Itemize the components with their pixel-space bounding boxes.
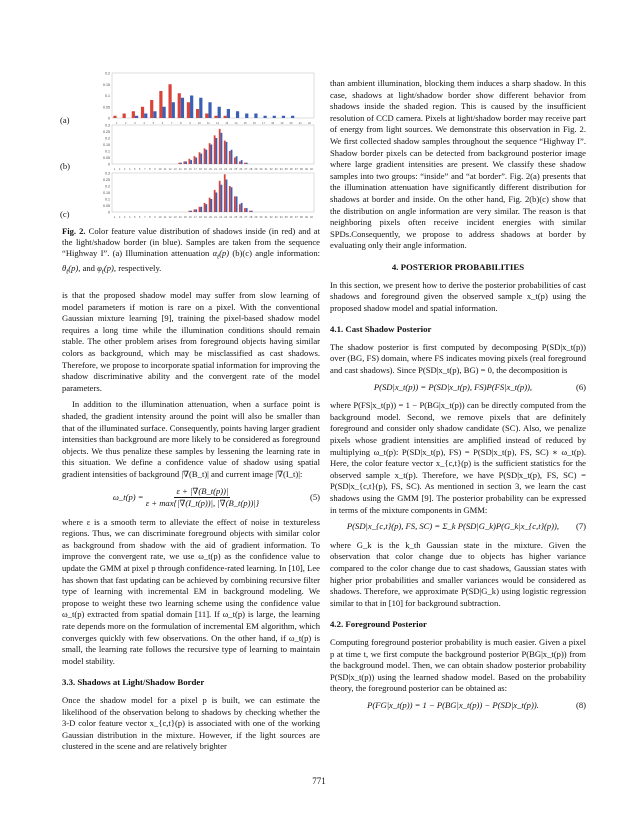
bar-border [246, 163, 248, 164]
bar-inside [199, 152, 201, 164]
bar-border [236, 196, 238, 212]
eq5-denominator: ε + max{|∇(I_t(p))|, |∇(B_t(p))|} [145, 498, 260, 509]
x-tick-label: 12 [168, 216, 172, 219]
left-column [62, 290, 320, 758]
x-tick-label: 3 [123, 168, 126, 171]
x-tick-label: 17 [262, 122, 265, 125]
plot-frame [112, 125, 314, 164]
bar-border [190, 160, 192, 164]
y-tick-label: 0.2 [105, 136, 110, 141]
x-tick-label: 34 [279, 216, 283, 219]
x-tick-label: 10 [158, 168, 162, 171]
bar-inside [199, 207, 201, 212]
bar-border [226, 180, 228, 213]
bar-inside [239, 161, 241, 164]
figure-panel-b [60, 122, 318, 172]
x-tick-label: 37 [294, 168, 298, 171]
histogram-illumination-attenuation [90, 70, 318, 126]
x-tick-label: 8 [149, 168, 151, 171]
bar-border [135, 116, 138, 118]
x-tick-label: 39 [304, 216, 308, 219]
x-tick-label: 6 [139, 168, 141, 171]
section-4-1-heading: 4.1. Cast Shadow Posterior [330, 324, 432, 335]
x-tick-label: 14 [178, 168, 182, 171]
x-tick-label: 37 [294, 216, 298, 219]
bar-border [245, 114, 248, 119]
x-tick-label: 15 [183, 216, 187, 219]
x-tick-label: 1 [115, 122, 118, 125]
section-4-heading: 4. POSTERIOR PROBABILITIES [391, 261, 525, 272]
figure-2 [60, 70, 320, 220]
bar-border [218, 107, 221, 118]
x-tick-label: 26 [239, 216, 243, 219]
bar-inside [159, 91, 162, 118]
x-tick-label: 39 [304, 168, 308, 171]
bar-border [180, 163, 182, 164]
bar-border [200, 154, 202, 164]
x-tick-label: 27 [244, 216, 248, 219]
y-tick-label: 0.15 [103, 82, 110, 87]
bar-inside [234, 158, 236, 165]
eq8-tag: (8) [575, 699, 586, 710]
x-tick-label: 24 [229, 216, 233, 219]
x-tick-label: 4 [143, 122, 145, 125]
bar-inside [239, 204, 241, 212]
bar-inside [244, 163, 246, 164]
bar-inside [113, 116, 116, 118]
x-tick-label: 23 [224, 168, 228, 171]
x-tick-label: 24 [229, 168, 233, 171]
y-tick-label: 0.3 [105, 171, 110, 176]
y-tick-label: 0 [108, 210, 110, 215]
panel-label-b: (b) [60, 161, 71, 171]
equation-7 [330, 521, 586, 533]
bar-border [221, 185, 223, 212]
x-tick-label: 38 [299, 168, 303, 171]
bar-border [172, 102, 175, 118]
y-tick-label: 0.3 [105, 123, 110, 128]
x-tick-label: 9 [154, 168, 156, 171]
x-tick-label: 32 [269, 216, 273, 219]
x-tick-label: 19 [203, 216, 207, 219]
x-tick-label: 19 [203, 168, 207, 171]
eq5-lhs: ω_t(p) = [112, 491, 144, 502]
bar-border [227, 109, 230, 118]
x-tick-label: 21 [214, 168, 217, 171]
plot-frame [112, 173, 314, 212]
left-paragraph-2: In addition to the illumination attenuation, when a surface point is shaded, the gradient intensity around the point will also be smaller than that of the illuminated surface. Consequently, points having larger gradient intensities than background are more likely to be considered as foreground objects. We thus penalize these samples by lessening the learning rate in this situation. We define a confidence value of shadow using spatial gradient intensities of background |∇(B_t)| and current image |∇(I_t)|: [62, 399, 320, 479]
x-tick-label: 21 [214, 216, 217, 219]
x-tick-label: 20 [209, 216, 212, 219]
eq5-numerator: ε + |∇(B_t(p))| [174, 486, 230, 499]
x-tick-label: 4 [128, 216, 131, 219]
bar-border [236, 111, 239, 118]
x-tick-label: 40 [310, 168, 313, 171]
bar-inside [249, 211, 251, 212]
histogram-angle-phi [90, 170, 318, 220]
x-tick-label: 14 [234, 122, 238, 125]
bar-border [185, 161, 187, 164]
eq7-body: P(SD|x_{c,t}(p), FS, SC) = Σ_k P(SD|G_k)P(G_k|x_{c,t}(p)), [346, 521, 560, 532]
x-tick-label: 40 [310, 216, 313, 219]
x-tick-label: 34 [279, 168, 283, 171]
y-tick-label: 0 [108, 116, 110, 121]
bar-inside [209, 143, 211, 164]
x-tick-label: 33 [274, 216, 278, 219]
y-tick-label: 0.1 [105, 149, 110, 154]
bar-inside [204, 148, 206, 164]
x-tick-label: 20 [209, 168, 212, 171]
equation-8 [330, 700, 586, 712]
eq5-fraction [146, 486, 259, 510]
y-tick-label: 0.1 [105, 94, 110, 98]
bar-inside [178, 163, 180, 164]
x-tick-label: 30 [259, 168, 263, 171]
x-tick-label: 27 [244, 168, 248, 171]
eq7-tag: (7) [575, 521, 586, 532]
bar-inside [189, 159, 191, 164]
x-tick-label: 12 [168, 168, 172, 171]
x-tick-label: 10 [158, 216, 162, 219]
x-tick-label: 13 [173, 168, 177, 171]
bar-inside [194, 209, 196, 212]
x-tick-label: 7 [144, 168, 146, 171]
y-tick-label: 0.1 [105, 197, 110, 202]
bar-border [181, 98, 184, 118]
bar-border [153, 111, 156, 118]
bar-inside [150, 100, 153, 118]
x-tick-label: 12 [216, 122, 220, 125]
right-column [330, 78, 586, 719]
bar-border [190, 211, 192, 212]
x-tick-label: 10 [197, 122, 201, 125]
x-tick-label: 2 [118, 216, 121, 219]
x-tick-label: 6 [139, 216, 141, 219]
x-tick-label: 17 [193, 216, 197, 219]
bar-border [282, 116, 285, 118]
x-tick-label: 22 [307, 122, 311, 125]
x-tick-label: 35 [284, 168, 288, 171]
x-tick-label: 23 [224, 216, 228, 219]
right-paragraph-6: Computing foreground posterior probability is much easier. Given a pixel p at time t, we first compute the background posterior P(BG|x_t(p)) from the background model. Then, we can obtain shadow posterior probability P(SD|x_t(p)) using the learned shadow model. Based on the probability theory, the foreground posterior can be obtained as: [330, 636, 586, 694]
y-tick-label: 0.25 [103, 178, 110, 182]
right-paragraph-2: In this section, we present how to derive the posterior probabilities of cast shadows and foreground given the observed sample x_t(p) using the proposed shadow model and spatial information. [330, 279, 586, 313]
bar-inside [224, 174, 226, 212]
equation-5 [62, 486, 320, 510]
x-tick-label: 22 [219, 168, 223, 171]
left-paragraph-1: is that the proposed shadow model may suffer from slow learning of model parameters if motion is rare on a pixel. With the conventional Gaussian mixture learning [9], training the pixel-based shadow model requires a long time while the illumination conditions should remain stable. The other problem arises from foreground objects having similar colors as background, which may be misclassified as cast shadows. Therefore, we propose to incorporate spatial information for improving the shadow discriminative ability and the convergent rate of the model parameters. [62, 290, 320, 393]
bar-border [195, 209, 197, 212]
y-tick-label: 0 [108, 162, 110, 167]
x-tick-label: 36 [289, 216, 293, 219]
y-tick-label: 0.2 [105, 71, 110, 76]
figure-panel-c [60, 170, 318, 220]
x-tick-label: 5 [133, 168, 136, 171]
bar-inside [189, 211, 191, 212]
bar-border [144, 114, 147, 119]
bar-border [163, 107, 166, 118]
figure-caption: Fig. 2. Color feature value distribution of shadows inside (in red) and at the light/shadow border (in blue). Samples are taken from the sequence “Highway I”. (a) Illumination attenuation $\alpha_t(p)$ (b)(c) angle information: $\theta_t(p)$, and $\varphi_t(p)$, respectively. [62, 226, 321, 277]
bar-border [246, 208, 248, 212]
x-tick-label: 9 [189, 122, 191, 125]
right-paragraph-4: where P(FS|x_t(p)) = 1 − P(BG|x_t(p)) can be directly computed from the background model. Second, we remove pixels that are definitely foreground and consider only shadow candidate (SC). Also, we penalize pixels whose gradient intensities are amplified instead of reduced by multiplying ω_t(p): P(SD|x_t(p), FS) = P(SD|x_t(p), FS, SC) ∗ ω_t(p). Here, the color feature vector x_{c,t}(p) is the sufficient statistics for the observed sample x_t(p). Therefore, we have P(SD|x_t(p), FS, SC) = P(SD|x_{c,t}(p), FS, SC). As mentioned in section 3, we learn the cast shadows using the GMM [9]. The posterior probability can be expressed in terms of the mixture components in GMM: [330, 400, 586, 515]
page-number: 771 [312, 776, 326, 786]
x-tick-label: 3 [123, 216, 126, 219]
bar-inside [183, 161, 185, 164]
x-tick-label: 2 [118, 168, 121, 171]
bar-inside [219, 181, 221, 212]
bar-inside [168, 84, 171, 118]
bar-inside [214, 190, 216, 212]
x-tick-label: 26 [239, 168, 243, 171]
eq5-tag: (5) [309, 491, 320, 502]
bar-border [251, 211, 253, 212]
x-tick-label: 1 [113, 216, 116, 219]
right-paragraph-1: than ambient illumination, blocking them induces a sharp shadow. In this case, shadows at light/shadow border show different behavior from shadows inside the shaded region. This is caused by the insufficient resolution of CCD camera. Pixels at light/shadow border may receive part of energy from light sources. We demonstrate this observation in Fig. 2. We first collected shadow samples throughout the sequence “Highway I”. Shadow border pixels can be detected from background posterior image where large gradient intensities are present. We classify these shadow samples into two groups: “inside” and “at border”. Fig. 2(a) presents that the illumination attenuation have significantly different distribution for shadows at border and inside. On the other hand, Fig. 2(b)(c) show that the distribution on angle information are very similar. The reason is that neighboring pixels often receive incident energies with similar SPDs.Consequently, we propose to address shadows at border by evaluating only their angle information. [330, 78, 586, 251]
bar-inside [132, 111, 135, 118]
x-tick-label: 3 [134, 122, 136, 125]
bar-inside [178, 93, 181, 118]
x-tick-label: 31 [264, 216, 268, 219]
x-tick-label: 18 [198, 168, 202, 171]
bar-border [291, 116, 294, 118]
x-tick-label: 22 [219, 216, 223, 219]
x-tick-label: 20 [289, 122, 293, 125]
y-tick-label: 0.05 [103, 204, 110, 208]
bar-border [231, 187, 233, 212]
x-tick-label: 6 [161, 122, 164, 125]
bar-border [221, 133, 223, 164]
bar-inside [214, 135, 216, 164]
x-tick-label: 11 [207, 122, 210, 125]
x-tick-label: 7 [170, 122, 173, 125]
y-tick-label: 0.15 [103, 191, 110, 195]
bar-inside [214, 116, 217, 118]
bar-border [241, 203, 243, 212]
panel-label-c: (c) [60, 209, 70, 219]
bar-border [226, 142, 228, 164]
bar-border [200, 207, 202, 212]
y-tick-label: 0.2 [105, 184, 110, 189]
bar-inside [123, 114, 126, 119]
x-tick-label: 5 [152, 122, 155, 125]
bar-border [190, 96, 193, 119]
bar-inside [224, 141, 226, 164]
bar-border [208, 102, 211, 118]
x-tick-label: 32 [269, 168, 273, 171]
bar-inside [204, 203, 206, 212]
bar-border [241, 160, 243, 164]
right-paragraph-5: where G_k is the k_th Gaussian state in the mixture. Given the observation that color change due to objects has higher variance compared to the color change due to cast shadows, Gaussian states with higher prior probabilities and smaller variances would be considered as shadows. Therefore, we approximate P(SD|G_k) using logistic regression similar to that in [10] for background subtraction. [330, 539, 586, 608]
caption-label: Fig. 2. [62, 226, 86, 236]
x-tick-label: 16 [188, 216, 192, 219]
x-tick-label: 13 [225, 122, 229, 125]
x-tick-label: 16 [252, 122, 256, 125]
x-tick-label: 16 [188, 168, 192, 171]
x-tick-label: 21 [298, 122, 302, 125]
bar-inside [244, 208, 246, 212]
y-tick-label: 0.15 [103, 143, 110, 147]
bar-inside [209, 198, 211, 212]
x-tick-label: 38 [299, 216, 303, 219]
x-tick-label: 7 [144, 216, 146, 219]
bar-border [205, 204, 207, 212]
bar-inside [141, 107, 144, 118]
x-tick-label: 1 [113, 168, 116, 171]
x-tick-label: 2 [125, 122, 127, 125]
x-tick-label: 33 [274, 168, 278, 171]
bar-border [216, 193, 218, 213]
bar-inside [234, 196, 236, 212]
x-tick-label: 36 [289, 168, 293, 171]
y-tick-label: 0.05 [103, 156, 110, 160]
x-tick-label: 18 [271, 122, 275, 125]
x-tick-label: 13 [173, 216, 177, 219]
x-tick-label: 28 [249, 216, 253, 219]
panel-label-a: (a) [60, 115, 70, 125]
bar-inside [224, 116, 227, 118]
bar-border [199, 98, 202, 118]
x-tick-label: 29 [254, 168, 258, 171]
x-tick-label: 19 [280, 122, 284, 125]
bar-inside [205, 114, 208, 119]
bar-border [254, 114, 257, 119]
x-tick-label: 4 [128, 168, 131, 171]
x-tick-label: 25 [234, 168, 238, 171]
bar-border [273, 116, 276, 118]
bar-border [216, 138, 218, 164]
bar-border [195, 158, 197, 165]
y-tick-label: 0.05 [103, 105, 110, 110]
bar-inside [229, 151, 231, 164]
x-tick-label: 14 [178, 216, 182, 219]
x-tick-label: 5 [133, 216, 136, 219]
section-3-3-heading: 3.3. Shadows at Light/Shadow Border [62, 677, 205, 688]
x-tick-label: 11 [163, 168, 167, 171]
bar-border [264, 116, 267, 118]
x-tick-label: 25 [234, 216, 238, 219]
bar-inside [194, 156, 196, 164]
x-tick-label: 9 [154, 216, 156, 219]
bar-inside [187, 102, 190, 118]
x-tick-label: 15 [183, 168, 187, 171]
eq6-body: P(SD|x_t(p)) = P(SD|x_t(p), FS)P(FS|x_t(p)), [373, 381, 533, 392]
x-tick-label: 31 [264, 168, 268, 171]
bar-border [231, 150, 233, 164]
x-tick-label: 15 [243, 122, 247, 125]
x-tick-label: 30 [259, 216, 263, 219]
bar-border [210, 199, 212, 212]
x-tick-label: 35 [284, 216, 288, 219]
bar-border [210, 145, 212, 165]
histogram-angle-theta [90, 122, 318, 172]
bar-inside [229, 186, 231, 212]
bar-inside [219, 129, 221, 164]
bar-inside [196, 109, 199, 118]
x-tick-label: 11 [163, 216, 167, 219]
equation-6 [330, 382, 586, 394]
left-paragraph-4: Once the shadow model for a pixel p is built, we can estimate the likelihood of the observation belong to shadows by checking whether the 3-D color feature vector x_{c,t}(p) is associated with one of the working Gaussian distribution in the mixture. However, if the light sources are clustered in the scene and are relatively brighter [62, 695, 320, 752]
x-tick-label: 8 [180, 122, 182, 125]
x-tick-label: 18 [198, 216, 202, 219]
x-tick-label: 8 [149, 216, 151, 219]
x-tick-label: 29 [254, 216, 258, 219]
y-tick-label: 0.25 [103, 130, 110, 134]
section-4-2-heading: 4.2. Foreground Posterior [330, 619, 427, 630]
figure-panel-a [60, 70, 318, 126]
x-tick-label: 17 [193, 168, 197, 171]
eq8-body: P(FG|x_t(p)) = 1 − P(BG|x_t(p)) − P(SD|x_t(p)). [367, 699, 539, 710]
left-paragraph-3: where ε is a smooth term to alleviate the effect of noise in textureless regions. Thus, we can discriminate foreground objects with similar color as background from shadow with the aid of gradient information. To improve the convergent rate, we use ω_t(p) as the confidence value to update the GMM at pixel p through confidence-rated learning. In [10], Lee has shown that fast updating can be achieved by combining recursive filter type of learning with incremental EM in background modeling. We propose to weight these two learning scheme using the confidence value ω_t(p) extracted from spatial domain [11]. If ω_t(p) is large, the learning rate depends more on the formulation of incremental EM algorithm, which converges quickly with few observations. On the other hand, if ω_t(p) is small, the learning rate follows the recursive type of learning to maintain model stability. [62, 516, 320, 666]
bar-border [236, 156, 238, 164]
bar-border [205, 150, 207, 164]
eq6-tag: (6) [575, 381, 586, 392]
x-tick-label: 28 [249, 168, 253, 171]
right-paragraph-3: The shadow posterior is first computed by decomposing P(SD|x_t(p)) over (BG, FS) domain, where FS indicates moving pixels (real foreground and cast shadows). Since P(SD|x_t(p), BG) = 0, the decomposition is [330, 341, 586, 376]
